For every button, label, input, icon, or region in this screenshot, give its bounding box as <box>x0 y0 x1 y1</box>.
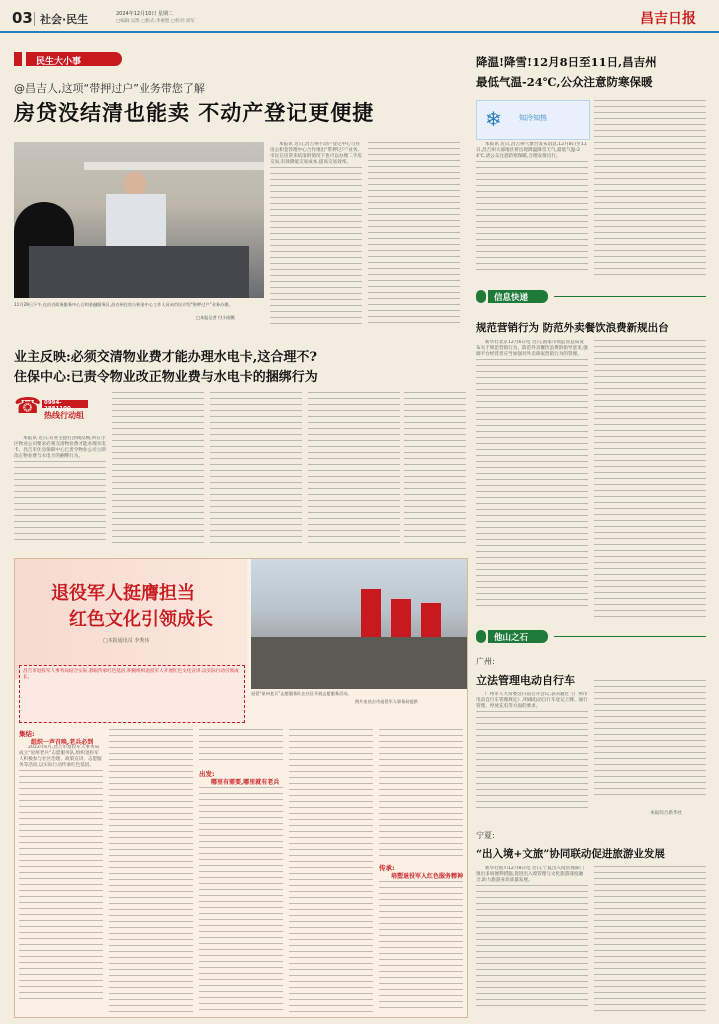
veteran-sub1-label: 集结: <box>19 730 35 738</box>
hotline-label: 热线行动组 <box>44 411 84 420</box>
veteran-byline: □本报通讯员 李秀伟 <box>103 638 150 644</box>
tag-label: 信息快递 <box>494 293 529 303</box>
ningxia-headline: “出入境+文旅”协同联动促进旅游业发展 <box>476 848 665 860</box>
guangzhou-body-col2 <box>594 680 706 806</box>
veteran-headline-2: 红色文化引领成长 <box>69 609 213 630</box>
paper-logo: 昌吉日报 <box>640 11 696 27</box>
prepaid-body-col2 <box>594 340 706 622</box>
water-body-col5 <box>404 392 466 546</box>
veteran-photo-credit: 图片由昌吉市退役军人事务局提供 <box>355 699 418 704</box>
veteran-lead-text: 昌吉市退役军人事务局结合实际,着眼传承红色基因,积极组织退役军人开展红色文化宣讲,以实际行动引领成长。 <box>23 669 239 680</box>
snowflake-icon: ❄ <box>485 107 502 131</box>
page-header <box>0 0 719 34</box>
hotline-badge <box>14 392 88 432</box>
page-number: 03 <box>12 9 33 27</box>
veteran-body-col4 <box>289 729 373 1013</box>
guangzhou-headline: 立法管理电动自行车 <box>476 674 575 687</box>
section-name: 社会·民生 <box>40 13 89 26</box>
hotline-phone: 0994-2881100 <box>44 400 71 412</box>
phone-icon: ☎ <box>14 394 42 419</box>
guangzhou-source: 本报综合新华社 <box>650 811 683 816</box>
veteran-body-col1: 2023年6月,昌吉市退役军人事务局成立“星州老兵”志愿服务队,组织退役军人积极参与社区治理、政策宣讲、志愿服务等活动,以实际行动传承红色基因。 <box>19 745 103 1013</box>
main-photo-caption: 11月29日下午,在昌吉政务服务中心合和金融服务区,昌吉州住房公积金中心工作人员向市民介绍“带押过户”业务办理。 <box>14 302 233 307</box>
tag-label: 他山之石 <box>494 633 529 643</box>
veteran-body-col2 <box>109 729 193 1013</box>
main-headline: 房贷没结清也能卖 不动产登记更便捷 <box>14 100 375 125</box>
water-body-col2 <box>112 392 204 546</box>
ningxia-body-col2 <box>594 866 706 1016</box>
main-photo <box>14 142 264 298</box>
main-body-col1: 本报讯 近日,昌吉州不动产登记中心与住房公积金管理中心合作推出“带押过户”业务,市民在房贷未结清的情况下也可以办理二手房交易,有效降低交易成本,提高交易效率。 <box>270 142 362 328</box>
veteran-sub3-label: 传承: <box>379 864 395 872</box>
ningxia-body-col1: 新华社银川12月8日电 近日,宁夏出入境管理部门推出多项便利措施,促进出入境管理与文化旅游深度融合,助力旅游业高质量发展。 <box>476 866 588 1016</box>
veteran-body-col3b <box>199 787 283 1013</box>
weather-body-col1: 本报讯 近日,昌吉州气象台发布消息,12月8日至11日,昌吉州大部地区将出现降温降雪天气,最低气温-24℃,请公众注意防寒保暖,合理安排出行。 <box>476 142 588 280</box>
main-body-col2 <box>368 142 460 328</box>
main-kicker: @昌吉人,这项“带押过户”业务带您了解 <box>14 82 205 95</box>
water-body-col1: 本报讯 近日,有业主拨打热线反映,所在小区物业公司要求必须交清物业费才能办理水电卡。昌吉市住房保障中心已责令物业公司立即改正物业费与水电卡的捆绑行为。 <box>14 436 106 546</box>
veteran-body-col5 <box>379 729 463 859</box>
veteran-box <box>14 558 468 1018</box>
tag-tashan <box>476 630 706 643</box>
weather-headline-1: 降温!降雪!12月8日至11日,昌吉州 <box>476 55 657 69</box>
veteran-headline-1: 退役军人挺膺担当 <box>51 583 195 604</box>
veteran-sub2-title: 哪里有需要,哪里就有老兵 <box>211 779 280 786</box>
ningxia-city: 宁夏: <box>476 831 495 840</box>
tag-label: 民生大小事 <box>36 57 82 67</box>
guangzhou-city: 广州: <box>476 657 495 666</box>
editor-credits: □编辑:吴凯 □版式:李俊程 □校对:刘军 <box>116 19 195 24</box>
veteran-photo-caption: 退役“星州老兵”志愿服务队在社区开展志愿服务活动。 <box>251 691 352 696</box>
veteran-body-col5b <box>379 881 463 1013</box>
main-photo-credit: □本报记者 付小刚摄 <box>196 315 235 320</box>
veteran-lead <box>19 665 245 723</box>
weather-icon-label: 知冷知热 <box>519 114 547 122</box>
tag-xinxi <box>476 290 706 303</box>
veteran-photo <box>251 559 467 689</box>
water-headline-2: 住保中心:已责令物业改正物业费与水电卡的捆绑行为 <box>14 370 318 385</box>
veteran-sub3-title: 培塑退役军人红色服务精神 <box>391 873 464 880</box>
water-headline-1: 业主反映:必须交清物业费才能办理水电卡,这合理不? <box>14 350 317 365</box>
guangzhou-body-col1: 广州市人大常委会日前召开会议,表决通过《广州市电动自行车管理规定》,明确电动自行车登记上牌、通行管理、停放充电等方面的要求。 <box>476 692 588 818</box>
prepaid-body-col1: 新华社北京12月6日电 近日,国家市场监管总局发布关于规范营销行为、防范外卖餐饮浪费的指导意见,强调平台经营者应当加强对外卖商家营销行为的管理。 <box>476 340 588 622</box>
weather-body-col2 <box>594 100 706 280</box>
veteran-sub2-label: 出发: <box>199 770 215 778</box>
issue-date: 2024年12月10日 星期二 <box>116 11 174 17</box>
water-body-col4 <box>308 392 400 546</box>
tag-minsheng <box>14 52 134 66</box>
weather-headline-2: 最低气温-24℃,公众注意防寒保暖 <box>476 75 653 89</box>
veteran-sub1-title: 组织一声召唤,老兵必到 <box>31 739 94 746</box>
water-body-col3 <box>210 392 302 546</box>
veteran-body-col3 <box>199 729 283 765</box>
prepaid-headline: 规范营销行为 防范外卖餐饮浪费新规出台 <box>476 322 669 334</box>
weather-icon-badge <box>476 100 590 140</box>
